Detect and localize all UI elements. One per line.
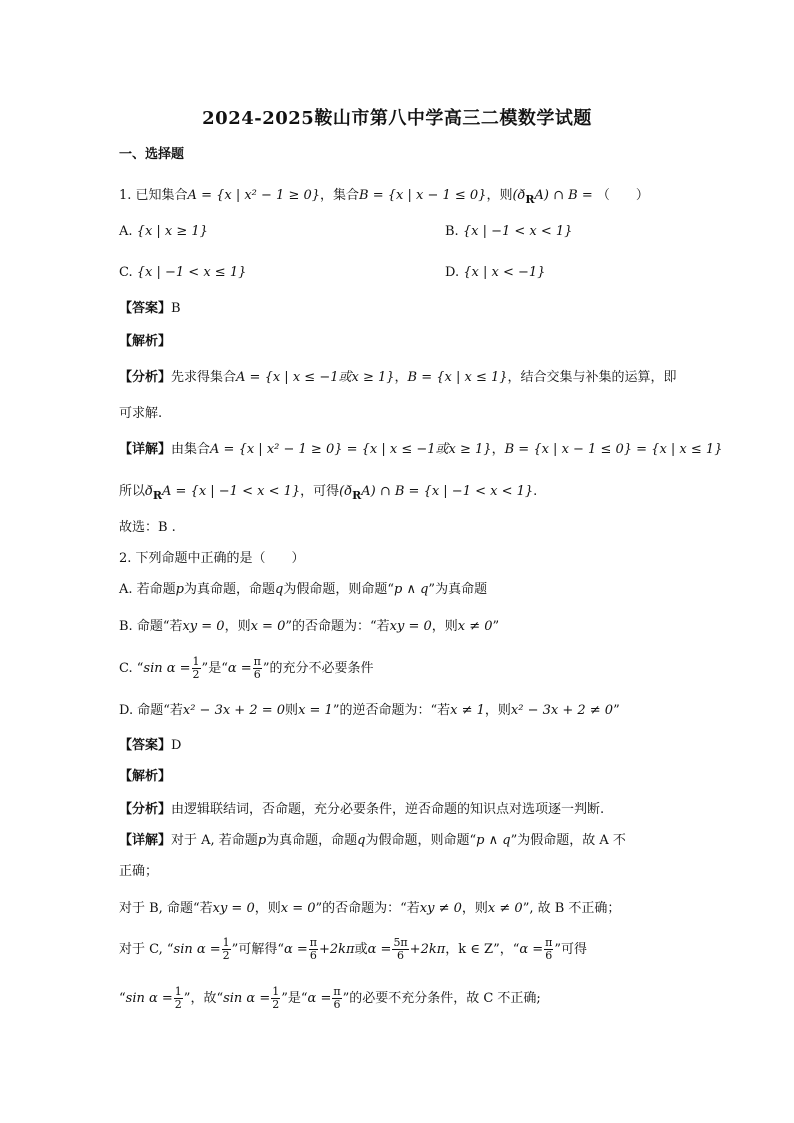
q2-xiangjie-line-2: 正确； [119,864,159,879]
section-heading: 一、选择题 [119,147,185,162]
q2-analysis-label: 【解析】 [119,769,172,784]
page-title: 2024-2025鞍山市第八中学高三二模数学试题 [202,108,592,129]
option-d: D. {x | x < −1} [445,265,546,280]
q2-xiangjie-c-line-1: 对于 C, “sin α = $\frac{1}{2}$ ”可解得“α = $\frac{\pi}{6}$ +2kπ或α = $\frac{5\pi}{6}$ +2kπ，k ∈ Z”，“α = $\frac{\pi}{6}$ ”可得 [119,936,588,962]
q1-xiangjie-line-2: 所以$ð_RA = \{x$ | −1 < x < 1}，可得$(ð_RA)$ ∩ B = {x | −1 < x < 1}. [119,484,538,502]
q1-choose: 故选：B . [119,520,176,535]
q1-analysis-label: 【解析】 [119,334,172,349]
q2-option-b: B. 命题“若xy = 0，则x = 0”的否命题为：“若xy = 0，则x ≠ 0” [119,619,500,634]
q2-option-c: C. “sin α = $\frac{1}{2}$ ”是“α = $\frac{\pi}{6}$ ”的充分不必要条件 [119,655,374,681]
option-c: C. {x | −1 < x ≤ 1} [119,265,247,280]
q2-option-d: D. 命题“若x² − 3x + 2 = 0则x = 1”的逆否命题为：“若x ≠ 1，则x² − 3x + 2 ≠ 0” [119,703,620,718]
q2-xiangjie-line-1: 【详解】对于 A, 若命题p为真命题，命题q为假命题，则命题“p ∧ q”为假命题，故 A 不 [119,833,626,848]
set-a-definition: A = {x | x² − 1 ≥ 0} [187,188,321,203]
set-b-definition: B = {x | x − 1 ≤ 0} [359,188,487,203]
q1-xiangjie-line-1: 【详解】由集合A = {x | x² − 1 ≥ 0} = {x | x ≤ −1或x ≥ 1}，B = {x | x − 1 ≤ 0} = {x | x ≤ 1} [119,442,723,457]
option-b: B. {x | −1 < x < 1} [445,224,573,239]
q2-xiangjie-b: 对于 B, 命题“若xy = 0，则x = 0”的否命题为：“若xy ≠ 0，则x ≠ 0”, 故 B 不正确； [119,901,621,916]
q1-fenxi-line-2: 可求解. [119,406,163,421]
q2-xiangjie-c-line-2: “sin α = $\frac{1}{2}$ ”，故“sin α = $\frac{1}{2}$ ”是“α = $\frac{\pi}{6}$ ”的必要不充分条件，故 C 不正确; [119,985,541,1011]
q2-fenxi: 【分析】由逻辑联结词，否命题，充分必要条件，逆否命题的知识点对选项逐一判断. [119,802,605,817]
q1-answer: 【答案】B [119,301,181,316]
question-2-stem: 2. 下列命题中正确的是（ ） [119,551,305,566]
question-1-stem: 1. 已知集合A = {x | x² − 1 ≥ 0}，集合B = {x | x − 1 ≤ 0}，则$(ð_RA)$ ∩ B = （ ） [119,188,649,206]
answer-paren: （ ） [596,188,649,203]
q1-fenxi-line-1: 【分析】先求得集合A = {x | x ≤ −1或x ≥ 1}，B = {x | x ≤ 1}，结合交集与补集的运算，即 [119,370,677,385]
option-a: A. {x | x ≥ 1} [119,224,208,239]
q2-option-a: A. 若命题p为真命题，命题q为假命题，则命题“p ∧ q”为真命题 [119,582,488,597]
q2-answer: 【答案】D [119,738,182,753]
